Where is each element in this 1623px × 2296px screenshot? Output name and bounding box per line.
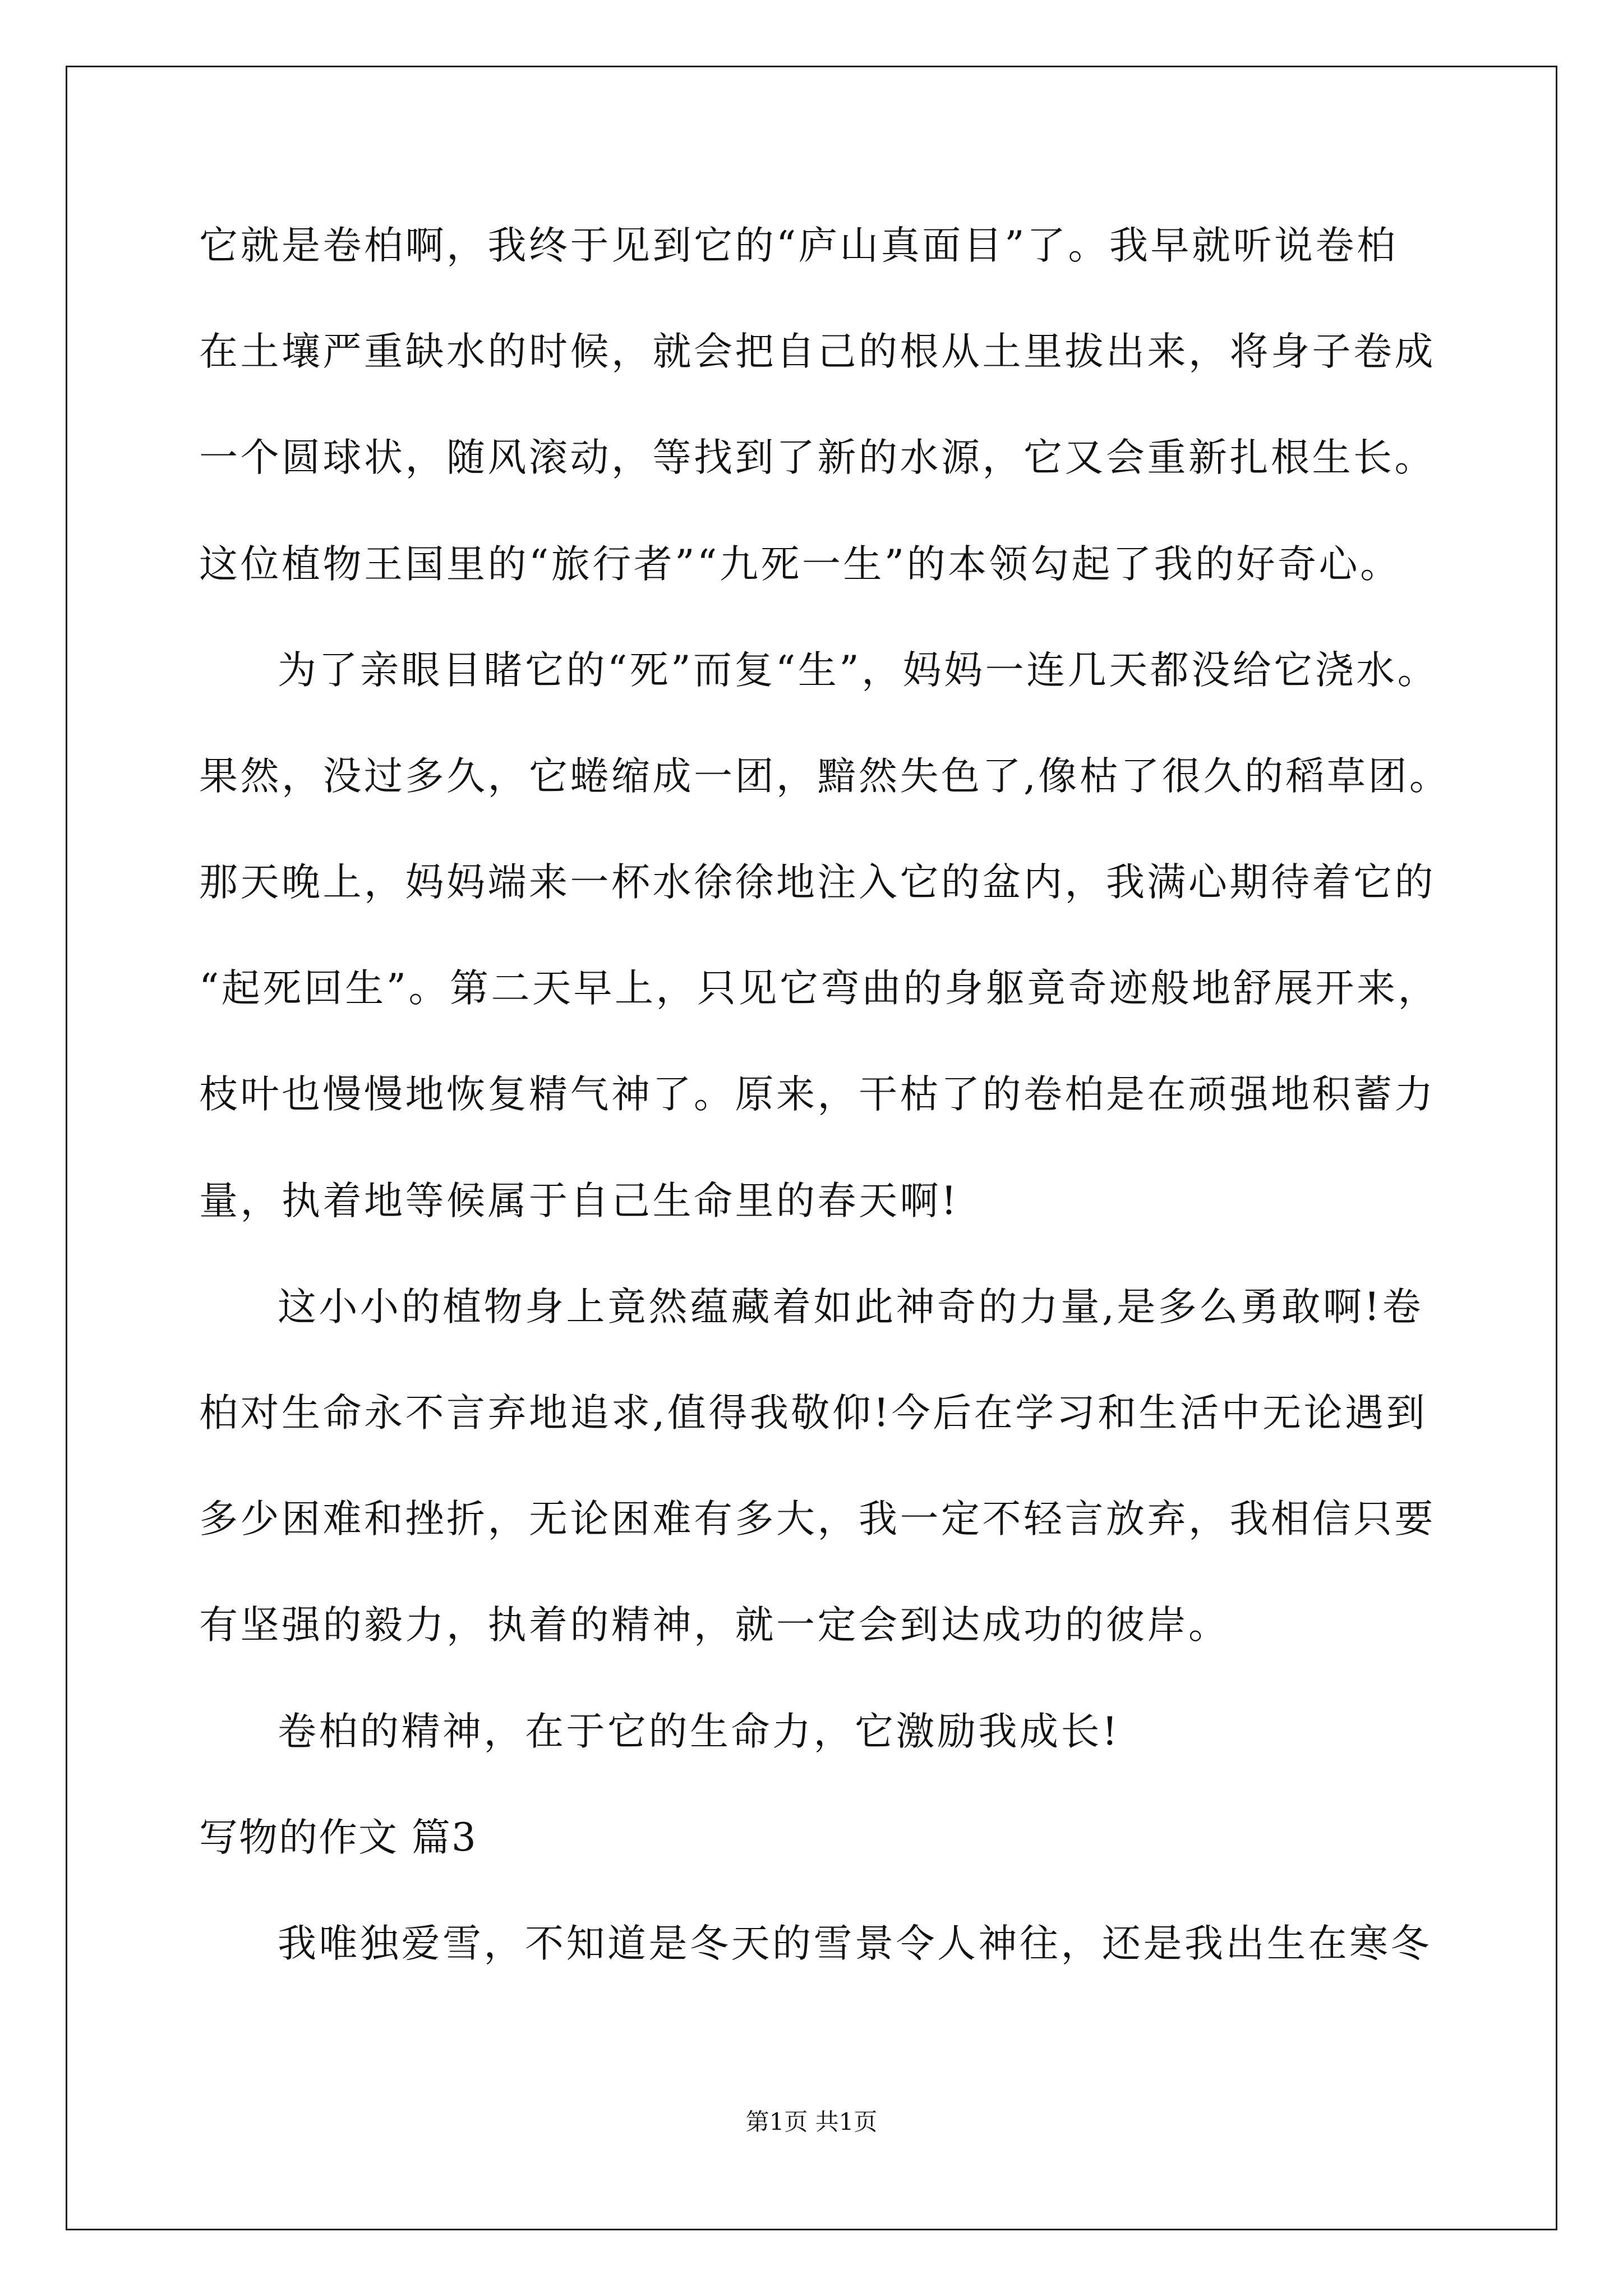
- text-line-9: 枝叶也慢慢地恢复精气神了。原来，干枯了的卷柏是在顽强地积蓄力: [199, 1072, 1436, 1117]
- paragraph-start-line-11: 这小小的植物身上竟然蕴藏着如此神奇的力量,是多么勇敢啊!卷: [278, 1285, 1424, 1329]
- page-border: [66, 66, 1557, 2230]
- text-line-8: “起死回生”。第二天早上，只见它弯曲的身躯竟奇迹般地舒展开来，: [199, 966, 1440, 1011]
- paragraph-start-line-17: 我唯独爱雪，不知道是冬天的雪景令人神往，还是我出生在寒冬: [278, 1921, 1432, 1966]
- section-heading: 写物的作文 篇3: [199, 1815, 477, 1860]
- page-footer: 第1页 共1页: [745, 2108, 878, 2136]
- text-line-10: 量，执着地等候属于自己生命里的春天啊!: [199, 1179, 960, 1223]
- text-line-2: 在土壤严重缺水的时候，就会把自己的根从土里拔出来，将身子卷成: [199, 329, 1436, 374]
- text-line-14: 有坚强的毅力，执着的精神，就一定会到达成功的彼岸。: [199, 1603, 1230, 1648]
- text-line-7: 那天晚上，妈妈端来一杯水徐徐地注入它的盆内，我满心期待着它的: [199, 860, 1436, 905]
- paragraph-start-line-15: 卷柏的精神，在于它的生命力，它激励我成长!: [278, 1709, 1121, 1754]
- text-line-1: 它就是卷柏啊，我终于见到它的“庐山真面目”了。我早就听说卷柏: [199, 223, 1398, 268]
- text-line-13: 多少困难和挫折，无论困难有多大，我一定不轻言放弃，我相信只要: [199, 1497, 1436, 1542]
- text-line-4: 这位植物王国里的“旅行者”“九死一生”的本领勾起了我的好奇心。: [199, 542, 1401, 587]
- text-line-6: 果然，没过多久，它蜷缩成一团，黯然失色了,像枯了很久的稻草团。: [199, 754, 1451, 799]
- text-line-12: 柏对生命永不言弃地追求,值得我敬仰!今后在学习和生活中无论遇到: [199, 1391, 1428, 1435]
- paragraph-start-line-5: 为了亲眼目睹它的“死”而复“生”，妈妈一连几天都没给它浇水。: [278, 648, 1439, 693]
- text-line-3: 一个圆球状，随风滚动，等找到了新的水源，它又会重新扎根生长。: [199, 435, 1436, 480]
